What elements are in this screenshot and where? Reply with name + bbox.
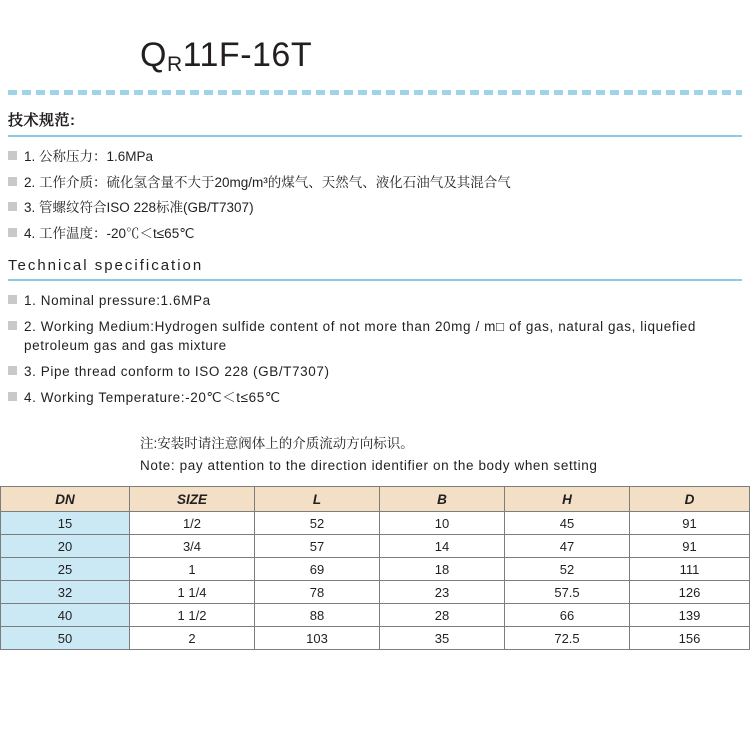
note-en: Note: pay attention to the direction identifier on the body when setting — [140, 457, 598, 473]
list-item-label: 2. 工作介质：硫化氢含量不大于20mg/m³的煤气、天然气、液化石油气及其混合气 — [24, 174, 511, 190]
cell-dn: 15 — [1, 512, 130, 535]
table-header-d: D — [630, 487, 750, 512]
square-bullet-icon — [8, 366, 17, 375]
cell-size: 2 — [130, 627, 255, 650]
cell-d: 139 — [630, 604, 750, 627]
cell-b: 23 — [380, 581, 505, 604]
page-title-prefix: Q — [140, 36, 167, 74]
cell-size: 3/4 — [130, 535, 255, 558]
cell-dn: 50 — [1, 627, 130, 650]
cell-dn: 32 — [1, 581, 130, 604]
cell-dn: 40 — [1, 604, 130, 627]
list-item-label: 3. 管螺纹符合ISO 228标准(GB/T7307) — [24, 200, 254, 216]
square-bullet-icon — [8, 151, 17, 160]
cell-h: 47 — [505, 535, 630, 558]
cell-size: 1 1/2 — [130, 604, 255, 627]
section-heading-en: Technical specification — [8, 257, 742, 281]
table-row — [1, 535, 750, 558]
dashed-divider — [8, 90, 742, 95]
list-item — [8, 317, 742, 356]
cell-size: 1/2 — [130, 512, 255, 535]
list-item — [8, 198, 742, 218]
list-item — [8, 388, 742, 408]
list-item — [8, 362, 742, 382]
cell-h: 52 — [505, 558, 630, 581]
square-bullet-icon — [8, 321, 17, 330]
list-item — [8, 224, 742, 244]
dimensions-table — [0, 486, 750, 650]
table-row — [1, 604, 750, 627]
cell-h: 57.5 — [505, 581, 630, 604]
square-bullet-icon — [8, 177, 17, 186]
installation-note — [0, 433, 750, 476]
list-item-label: 1. Nominal pressure:1.6MPa — [24, 293, 211, 309]
cell-d: 91 — [630, 512, 750, 535]
cell-d: 91 — [630, 535, 750, 558]
page-title-suffix: 11F-16T — [182, 36, 313, 74]
square-bullet-icon — [8, 392, 17, 401]
square-bullet-icon — [8, 228, 17, 237]
list-item-label: 3. Pipe thread conform to ISO 228 (GB/T7307) — [24, 363, 330, 379]
cell-b: 35 — [380, 627, 505, 650]
cell-d: 126 — [630, 581, 750, 604]
cell-dn: 20 — [1, 535, 130, 558]
cell-l: 78 — [255, 581, 380, 604]
cell-d: 111 — [630, 558, 750, 581]
square-bullet-icon — [8, 202, 17, 211]
list-item — [8, 147, 742, 167]
table-header-b: B — [380, 487, 505, 512]
cell-size: 1 1/4 — [130, 581, 255, 604]
cell-l: 103 — [255, 627, 380, 650]
note-cn: 注:安装时请注意阀体上的介质流动方向标识。 — [140, 436, 414, 452]
table-header-size: SIZE — [130, 487, 255, 512]
cell-l: 57 — [255, 535, 380, 558]
cell-b: 10 — [380, 512, 505, 535]
table-header-l: L — [255, 487, 380, 512]
list-item-label: 4. 工作温度：-20℃＜t≤65℃ — [24, 225, 195, 241]
cell-h: 66 — [505, 604, 630, 627]
square-bullet-icon — [8, 295, 17, 304]
cell-h: 72.5 — [505, 627, 630, 650]
list-item-label: 1. 公称压力：1.6MPa — [24, 149, 154, 164]
table-header-h: H — [505, 487, 630, 512]
cell-dn: 25 — [1, 558, 130, 581]
cell-l: 69 — [255, 558, 380, 581]
cell-l: 88 — [255, 604, 380, 627]
table-row — [1, 627, 750, 650]
cell-d: 156 — [630, 627, 750, 650]
table-header-dn: DN — [1, 487, 130, 512]
table-row — [1, 558, 750, 581]
table-row — [1, 512, 750, 535]
list-item — [8, 173, 742, 193]
list-item-label: 2. Working Medium:Hydrogen sulfide content of not more than 20mg / m□ of gas, natural gas, liquefied petroleum gas and gas mixture — [24, 318, 696, 354]
cell-b: 18 — [380, 558, 505, 581]
list-item-label: 4. Working Temperature:-20℃＜t≤65℃ — [24, 389, 281, 405]
cell-b: 14 — [380, 535, 505, 558]
section-heading-cn: 技术规范: — [8, 109, 742, 137]
table-row — [1, 581, 750, 604]
page-title-wrap — [0, 0, 750, 76]
table-header-row — [1, 487, 750, 512]
cell-h: 45 — [505, 512, 630, 535]
cell-size: 1 — [130, 558, 255, 581]
page-title — [140, 36, 750, 76]
spec-list-en — [8, 291, 742, 407]
spec-list-cn — [8, 147, 742, 243]
page-title-subscript: R — [166, 53, 183, 76]
cell-l: 52 — [255, 512, 380, 535]
list-item — [8, 291, 742, 311]
cell-b: 28 — [380, 604, 505, 627]
